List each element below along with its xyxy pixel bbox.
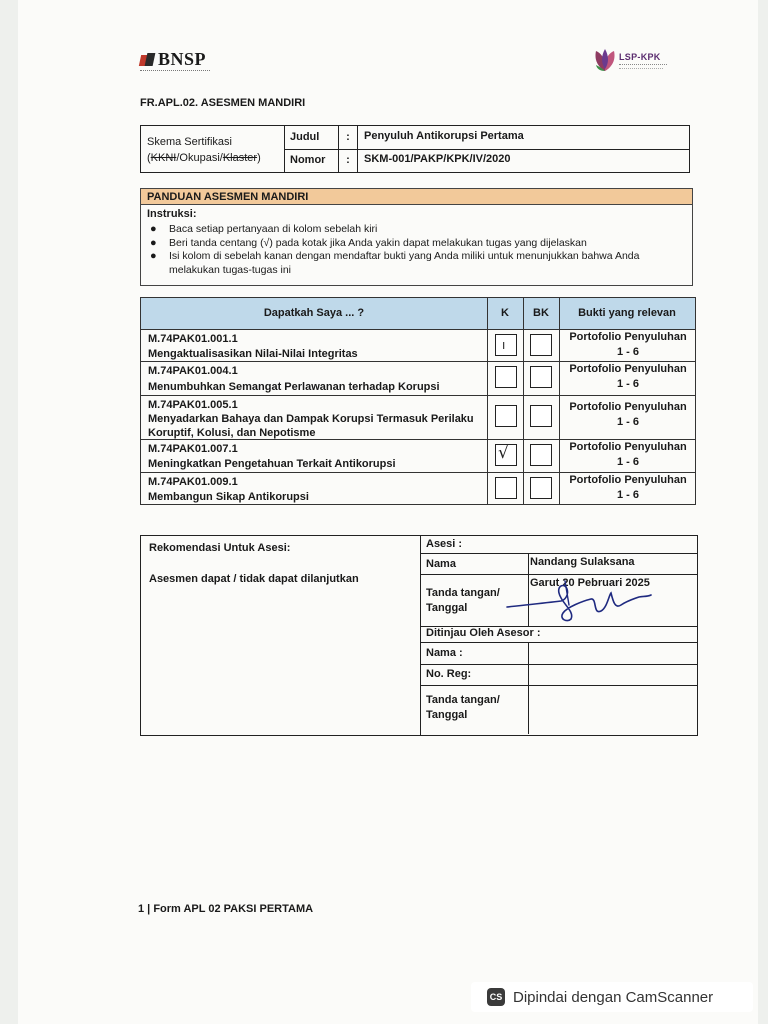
k-checkbox[interactable] bbox=[495, 477, 517, 499]
bk-cell bbox=[523, 361, 560, 395]
unit-title: Membangun Sikap Antikorupsi bbox=[148, 491, 309, 503]
competency-header bbox=[141, 298, 695, 330]
evidence-cell bbox=[559, 395, 696, 439]
page-footer bbox=[138, 903, 313, 915]
bk-checkbox[interactable] bbox=[530, 334, 552, 356]
bk-cell bbox=[523, 329, 560, 361]
nomor-value: SKM-001/PAKP/KPK/IV/2020 bbox=[364, 153, 511, 165]
asesor-label: Ditinjau Oleh Asesor : bbox=[426, 627, 541, 639]
instruksi-list bbox=[147, 223, 687, 277]
lsp-kpk-logo bbox=[592, 45, 674, 79]
instruksi-item bbox=[147, 250, 687, 277]
evidence-text: Portofolio Penyuluhan bbox=[569, 474, 687, 486]
judul-value: Penyuluh Antikorupsi Pertama bbox=[364, 130, 524, 142]
schema-okupasi: /Okupasi/ bbox=[176, 152, 223, 164]
asesi-header-row bbox=[420, 536, 697, 554]
nomor-label: Nomor bbox=[290, 154, 326, 166]
schema-label-cell bbox=[141, 126, 285, 172]
table-row bbox=[141, 439, 695, 473]
unit-title: Mengaktualisasikan Nilai-Nilai Integritas bbox=[148, 348, 358, 360]
ttd-label-line1: Tanda tangan/ bbox=[426, 694, 500, 706]
footer-separator: | bbox=[144, 903, 154, 915]
ttd-label-line2: Tanggal bbox=[426, 602, 468, 614]
schema-label-line2 bbox=[147, 152, 261, 164]
bk-checkbox[interactable] bbox=[530, 444, 552, 466]
schema-paren-open: ( bbox=[147, 152, 151, 164]
k-checkbox[interactable] bbox=[495, 334, 517, 356]
k-cell bbox=[487, 439, 524, 472]
nomor-colon: : bbox=[338, 149, 358, 172]
asesor-ttd-label bbox=[426, 693, 500, 723]
unit-code: M.74PAK01.009.1 bbox=[148, 476, 238, 488]
instruksi-label: Instruksi: bbox=[147, 208, 197, 220]
schema-table bbox=[140, 125, 690, 173]
k-checkbox[interactable] bbox=[495, 405, 517, 427]
k-cell bbox=[487, 361, 524, 395]
evidence-text: Portofolio Penyuluhan bbox=[569, 331, 687, 343]
column-divider bbox=[528, 642, 529, 664]
checkmark-icon: √ bbox=[498, 443, 509, 463]
header-question: Dapatkah Saya ... ? bbox=[141, 298, 488, 329]
evidence-cell bbox=[559, 439, 696, 472]
schema-judul-row bbox=[284, 126, 689, 150]
header-bk: BK bbox=[523, 298, 560, 329]
evidence-text: Portofolio Penyuluhan bbox=[569, 363, 687, 375]
instruksi-text: Baca setiap pertanyaan di kolom sebelah kiri bbox=[169, 223, 378, 235]
k-cell bbox=[487, 395, 524, 439]
unit-code: M.74PAK01.005.1 bbox=[148, 399, 238, 411]
schema-nomor-row bbox=[284, 149, 689, 172]
judul-label: Judul bbox=[290, 131, 320, 143]
schema-kkni: KKNI bbox=[150, 152, 177, 164]
judul-colon: : bbox=[338, 126, 358, 149]
bk-cell bbox=[523, 472, 560, 504]
bk-checkbox[interactable] bbox=[530, 477, 552, 499]
asesor-header-row bbox=[420, 626, 697, 643]
bk-checkbox[interactable] bbox=[530, 366, 552, 388]
evidence-range: 1 - 6 bbox=[616, 378, 639, 390]
column-divider bbox=[528, 685, 529, 734]
asesor-noreg-row bbox=[420, 664, 697, 686]
instruksi-text: Isi kolom di sebelah kanan dengan mendaftar bukti yang Anda miliki untuk menunjukkan bahwa Anda melakukan tugas-tugas ini bbox=[169, 250, 640, 276]
schema-klaster: Klaster bbox=[222, 152, 258, 164]
instruksi-item bbox=[147, 223, 687, 237]
competency-table bbox=[140, 297, 696, 505]
bk-checkbox[interactable] bbox=[530, 405, 552, 427]
header-evidence: Bukti yang relevan bbox=[578, 307, 676, 319]
asesi-nama-row bbox=[420, 553, 697, 575]
asesor-nama-row bbox=[420, 642, 697, 665]
noreg-label: No. Reg: bbox=[426, 668, 472, 680]
k-cell bbox=[487, 329, 524, 361]
lsp-tagline-2 bbox=[619, 68, 663, 69]
table-row bbox=[141, 361, 695, 396]
asesor-ttd-row bbox=[420, 685, 697, 734]
k-mark: ı bbox=[502, 338, 506, 352]
evidence-text: Portofolio Penyuluhan bbox=[569, 401, 687, 413]
evidence-range: 1 - 6 bbox=[616, 489, 639, 501]
recommendation-table bbox=[140, 535, 698, 736]
schema-label-line1: Skema Sertifikasi bbox=[147, 136, 232, 148]
column-divider bbox=[528, 664, 529, 685]
unit-title: Meningkatkan Pengetahuan Terkait Antikorupsi bbox=[148, 458, 396, 470]
evidence-range: 1 - 6 bbox=[616, 346, 639, 358]
signature-image bbox=[505, 575, 655, 625]
evidence-text: Portofolio Penyuluhan bbox=[569, 441, 687, 453]
recommendation-text: Asesmen dapat / tidak dapat dilanjutkan bbox=[149, 573, 359, 585]
k-checkbox[interactable] bbox=[495, 366, 517, 388]
form-title: FR.APL.02. ASESMEN MANDIRI bbox=[140, 97, 306, 109]
unit-code: M.74PAK01.007.1 bbox=[148, 443, 238, 455]
evidence-range: 1 - 6 bbox=[616, 416, 639, 428]
ttd-label-line1: Tanda tangan/ bbox=[426, 587, 500, 599]
bullet-icon: ● bbox=[150, 250, 157, 262]
camscanner-logo-icon: CS bbox=[487, 988, 505, 1006]
panduan-heading: PANDUAN ASESMEN MANDIRI bbox=[141, 189, 692, 205]
asesi-ttd-label bbox=[426, 586, 500, 616]
asesi-nama-value[interactable]: Nandang Sulaksana bbox=[530, 556, 635, 568]
page-number: 1 bbox=[138, 903, 145, 915]
recommendation-cell bbox=[141, 536, 421, 735]
lsp-tagline bbox=[619, 64, 667, 65]
bnsp-emblem-icon bbox=[140, 52, 156, 68]
bk-cell bbox=[523, 395, 560, 439]
asesi-ttd-value[interactable]: Garut 20 Pebruari 2025 bbox=[530, 577, 650, 589]
recommendation-title: Rekomendasi Untuk Asesi: bbox=[149, 542, 291, 554]
table-row bbox=[141, 395, 695, 440]
k-checkbox[interactable] bbox=[495, 444, 517, 466]
unit-title: Menyadarkan Bahaya dan Dampak Korupsi Termasuk Perilaku Koruptif, Kolusi, dan Nepotisme bbox=[148, 413, 474, 439]
bnsp-logo-text: BNSP bbox=[158, 49, 207, 69]
bnsp-tagline bbox=[140, 70, 210, 73]
k-cell bbox=[487, 472, 524, 504]
bnsp-logo bbox=[140, 50, 206, 68]
asesor-nama-label: Nama : bbox=[426, 647, 463, 659]
instruksi-text: Beri tanda centang (√) pada kotak jika Anda yakin dapat melakukan tugas yang dijelaskan bbox=[169, 236, 587, 249]
column-divider bbox=[528, 553, 529, 574]
evidence-cell bbox=[559, 361, 696, 395]
bullet-icon: ● bbox=[150, 236, 157, 249]
footer-text: Form APL 02 PAKSI PERTAMA bbox=[153, 903, 314, 915]
camscanner-text: Dipindai dengan CamScanner bbox=[513, 988, 714, 1006]
asesi-nama-label: Nama bbox=[426, 558, 456, 570]
lsp-flower-icon bbox=[592, 47, 618, 73]
unit-title: Menumbuhkan Semangat Perlawanan terhadap Korupsi bbox=[148, 381, 440, 393]
unit-code: M.74PAK01.001.1 bbox=[148, 333, 238, 345]
evidence-range: 1 - 6 bbox=[616, 456, 639, 468]
ttd-label-line2: Tanggal bbox=[426, 709, 468, 721]
asesi-label: Asesi : bbox=[426, 538, 463, 550]
schema-paren-close: ) bbox=[257, 152, 261, 164]
table-row bbox=[141, 329, 695, 362]
bullet-icon: ● bbox=[150, 223, 157, 235]
evidence-cell bbox=[559, 329, 696, 361]
table-row bbox=[141, 472, 695, 504]
instruksi-item bbox=[147, 237, 687, 251]
unit-code: M.74PAK01.004.1 bbox=[148, 365, 238, 377]
lsp-logo-text: LSP-KPK bbox=[619, 52, 661, 62]
header-k: K bbox=[487, 298, 524, 329]
bk-cell bbox=[523, 439, 560, 472]
evidence-cell bbox=[559, 472, 696, 504]
camscanner-badge bbox=[471, 982, 753, 1012]
panduan-box bbox=[140, 188, 693, 286]
